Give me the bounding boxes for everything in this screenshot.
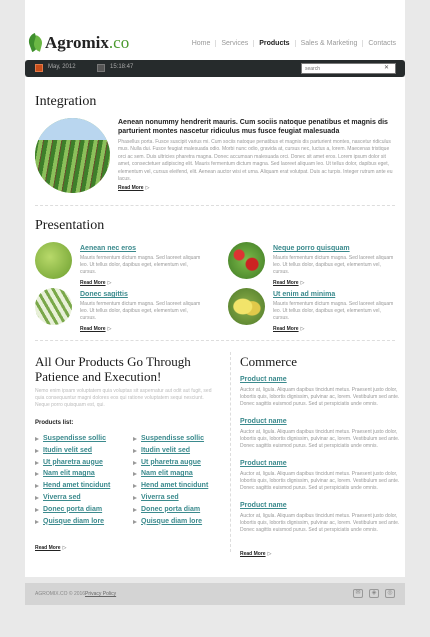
product-link[interactable]: Viverra sed bbox=[133, 494, 208, 506]
product-link[interactable]: Donec porta diam bbox=[35, 506, 110, 518]
integration-more-wrap bbox=[118, 176, 149, 194]
commerce-item-title[interactable]: Product name bbox=[240, 418, 287, 425]
presentation-item-title[interactable]: Neque porro quisquam bbox=[273, 245, 350, 252]
time-text: 15:18:47 bbox=[110, 64, 134, 70]
commerce-title: Commerce bbox=[240, 354, 298, 369]
product-link[interactable]: Itudin velit sed bbox=[133, 447, 208, 459]
leaf-icon bbox=[29, 34, 43, 52]
arrow-right-icon: ▷ bbox=[267, 551, 272, 557]
products-more-wrap bbox=[35, 536, 66, 554]
commerce-item-text: Auctor at, ligula. Aliquam dapibus tincidunt metus. Praesent justo dolor, lobortis quis, lobortis dignissim, pulvinar ac, lorem. Vestibulum sed ante. Donec sagittis euismod purus. Sed ut perspiciatis unde omnis. bbox=[240, 429, 400, 449]
presentation-read-more[interactable]: Read More bbox=[273, 280, 299, 286]
arrow-right-icon: ▷ bbox=[145, 185, 150, 191]
commerce-item-text: Auctor at, ligula. Aliquam dapibus tincidunt metus. Praesent justo dolor, lobortis quis, lobortis dignissim, pulvinar ac, lorem. Vestibulum sed ante. Donec sagittis euismod purus. Sed ut perspiciatis unde omnis. bbox=[240, 513, 400, 533]
column-divider bbox=[230, 352, 231, 552]
page bbox=[25, 0, 405, 637]
divider bbox=[35, 205, 395, 206]
commerce-item-title[interactable]: Product name bbox=[240, 460, 287, 467]
product-link[interactable]: Viverra sed bbox=[35, 494, 110, 506]
presentation-title: Presentation bbox=[35, 218, 105, 233]
presentation-item bbox=[228, 242, 403, 286]
date-text: May, 2012 bbox=[48, 64, 76, 70]
product-link[interactable]: Suspendisse sollic bbox=[35, 435, 110, 447]
presentation-more-wrap bbox=[80, 271, 111, 289]
nav-services[interactable]: Services bbox=[215, 40, 253, 47]
greens-image bbox=[35, 242, 72, 279]
commerce-item-text: Auctor at, ligula. Aliquam dapibus tincidunt metus. Praesent justo dolor, lobortis quis, lobortis dignissim, pulvinar ac, lorem. Vestibulum sed ante. Donec sagittis euismod purus. Sed ut perspiciatis unde omnis. bbox=[240, 471, 400, 491]
nav-products[interactable]: Products bbox=[253, 40, 294, 47]
rss-icon[interactable]: ◎ bbox=[385, 589, 395, 598]
product-link[interactable]: Nam elit magna bbox=[35, 470, 110, 482]
commerce-item bbox=[240, 376, 400, 408]
product-link[interactable]: Quisque diam lore bbox=[35, 518, 110, 530]
search-icon[interactable]: ✕ bbox=[383, 65, 390, 71]
leeks-image bbox=[35, 288, 72, 325]
presentation-item bbox=[35, 242, 210, 286]
product-link[interactable]: Quisque diam lore bbox=[133, 518, 208, 530]
top-bar bbox=[25, 60, 405, 77]
presentation-item-text: Mauris fermentum dictum magna. Sed laoreet aliquam leo. Ut tellus dolor, dapibus eget, elementum vel, cursus. bbox=[80, 255, 201, 275]
commerce-read-more[interactable]: Read More bbox=[240, 551, 266, 557]
product-link[interactable]: Suspendisse sollic bbox=[133, 435, 208, 447]
presentation-item-title[interactable]: Ut enim ad minima bbox=[273, 291, 336, 298]
presentation-item-text: Mauris fermentum dictum magna. Sed laoreet aliquam leo. Ut tellus dolor, dapibus eget, elementum vel, cursus. bbox=[273, 301, 394, 321]
product-link[interactable]: Donec porta diam bbox=[133, 506, 208, 518]
product-link[interactable]: Nam elit magna bbox=[133, 470, 208, 482]
product-link[interactable]: Ut pharetra augue bbox=[35, 459, 110, 471]
presentation-read-more[interactable]: Read More bbox=[80, 280, 106, 286]
nav-home[interactable]: Home bbox=[191, 40, 211, 47]
commerce-item bbox=[240, 418, 400, 450]
products-list-col1 bbox=[35, 435, 110, 529]
social-icons bbox=[353, 589, 395, 598]
share-icon[interactable]: ◈ bbox=[369, 589, 379, 598]
main-nav bbox=[187, 40, 401, 47]
products-list-heading: Products list: bbox=[35, 420, 74, 426]
nav-sales-marketing[interactable]: Sales & Marketing bbox=[295, 40, 363, 47]
presentation-more-wrap bbox=[273, 317, 304, 335]
strawberries-image bbox=[228, 242, 265, 279]
presentation-read-more[interactable]: Read More bbox=[80, 326, 106, 332]
presentation-read-more[interactable]: Read More bbox=[273, 326, 299, 332]
arrow-right-icon: ▷ bbox=[300, 280, 305, 286]
footer-copyright: AGROMIX.CO © 2016 bbox=[35, 591, 86, 597]
divider bbox=[35, 340, 395, 341]
commerce-item-title[interactable]: Product name bbox=[240, 502, 287, 509]
products-read-more[interactable]: Read More bbox=[35, 545, 61, 551]
commerce-item-text: Auctor at, ligula. Aliquam dapibus tincidunt metus. Praesent justo dolor, lobortis quis, lobortis dignissim, pulvinar ac, lorem. Vestibulum sed ante. Donec sagittis euismod purus. Sed ut perspiciatis unde omnis. bbox=[240, 387, 400, 407]
calendar-icon bbox=[35, 64, 43, 72]
field-image bbox=[35, 118, 110, 193]
header bbox=[25, 0, 405, 60]
privacy-policy-link[interactable]: Privacy Policy bbox=[85, 591, 117, 597]
integration-body: Phasellus porta. Fusce suscipit varius mi. Cum sociis natoque penatibus et magnis dis parturient montes, nascetur ridiculus mus. Nulla dui. Fusce feugiat malesuada odio. Morbi nunc odio, gravida at, cursus nec, luctus a, lorem. Maecenas tristique orci ac sem. Duis ultricies pharetra magna. Donec accumsan malesuada orci. Donec sit amet eros. Lorem ipsum dolor sit amet, consectetuer adipiscing elit. Mauris fermentum dictum magna. Sed laoreet aliquam leo. Ut tellus dolor, dapibus eget, elementum vel, cursus eleifend, elit. Aenean auctor wisi et urna. Aliquam erat volutpat. Duis ac turpis. Integer rutrum ante eu lacus. bbox=[118, 139, 393, 183]
mail-icon[interactable]: ✉ bbox=[353, 589, 363, 598]
presentation-item-text: Mauris fermentum dictum magna. Sed laoreet aliquam leo. Ut tellus dolor, dapibus eget, elementum vel, cursus. bbox=[80, 301, 201, 321]
arrow-right-icon: ▷ bbox=[62, 545, 67, 551]
product-link[interactable]: Ut pharetra augue bbox=[133, 459, 208, 471]
presentation-item-text: Mauris fermentum dictum magna. Sed laoreet aliquam leo. Ut tellus dolor, dapibus eget, elementum vel, cursus. bbox=[273, 255, 394, 275]
integration-lead: Aenean nonummy hendrerit mauris. Cum sociis natoque penatibus et magnis dis parturient montes nascetur ridiculus mus fusce feugiat malesuada bbox=[118, 119, 388, 135]
presentation-more-wrap bbox=[273, 271, 304, 289]
presentation-item bbox=[228, 288, 403, 332]
commerce-more-wrap bbox=[240, 542, 271, 560]
footer bbox=[25, 583, 405, 605]
presentation-item-title[interactable]: Aenean nec eros bbox=[80, 245, 137, 252]
presentation-item-title[interactable]: Donec sagittis bbox=[80, 291, 128, 298]
presentation-item bbox=[35, 288, 210, 332]
integration-read-more[interactable]: Read More bbox=[118, 185, 144, 191]
commerce-item bbox=[240, 502, 400, 534]
arrow-right-icon: ▷ bbox=[300, 326, 305, 332]
nav-contacts[interactable]: Contacts bbox=[362, 40, 401, 47]
product-link[interactable]: Itudin velit sed bbox=[35, 447, 110, 459]
logo-tld: .co bbox=[108, 33, 130, 52]
main-content bbox=[25, 77, 405, 577]
logo-name: Agromix bbox=[45, 33, 109, 52]
arrow-right-icon: ▷ bbox=[107, 280, 112, 286]
presentation-more-wrap bbox=[80, 317, 111, 335]
products-title: All Our Products Go Through Patience and Execution! bbox=[35, 354, 191, 384]
products-list-col2 bbox=[133, 435, 208, 529]
clock-icon bbox=[97, 64, 105, 72]
arrow-right-icon: ▷ bbox=[107, 326, 112, 332]
products-intro: Nemo enim ipsam voluptatem quia voluptas sit aspernatur aut odit aut fugit, sed quia consequuntur magni dolores eos qui ratione voluptatem sequi nesciunt. Neque porro quisquam est, qui. bbox=[35, 388, 212, 408]
squash-image bbox=[228, 288, 265, 325]
commerce-item bbox=[240, 460, 400, 492]
product-link[interactable]: Hend amet tincidunt bbox=[35, 482, 110, 494]
integration-title: Integration bbox=[35, 94, 97, 109]
commerce-item-title[interactable]: Product name bbox=[240, 376, 287, 383]
product-link[interactable]: Hend amet tincidunt bbox=[133, 482, 208, 494]
logo[interactable] bbox=[29, 33, 129, 53]
